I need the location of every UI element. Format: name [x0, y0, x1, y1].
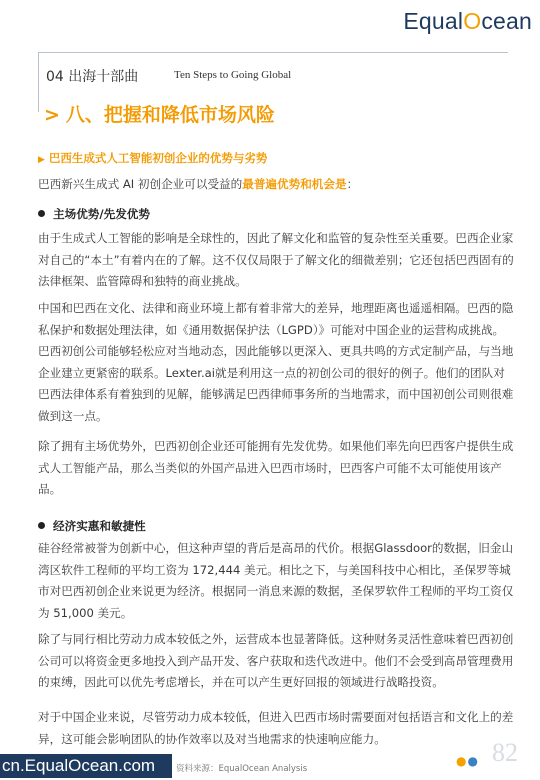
triangle-right-icon: ▶ [38, 155, 45, 165]
body-paragraph: 除了与同行相比劳动力成本较低之外，运营成本也显著降低。这种财务灵活性意味着巴西初创公司可以将资金更多地投入到产品开发、客户获取和迭代改进中。他们不会受到高昂管理费用的束缚，因此可以优先考虑增长，并在可以产生更好回报的领域进行战略投资。 [38, 632, 514, 689]
brand-logo [403, 8, 532, 35]
point-heading [38, 206, 150, 222]
brand-name-part: cean [481, 8, 532, 34]
intro-paragraph [38, 174, 514, 196]
body-paragraph: 中国和巴西在文化、法律和商业环境上都有着非常大的差异，地理距离也遥遥相隔。巴西的隐私保护和数据处理法律，如《通用数据保护法（LGPD）》可能对中国企业的运营构成挑战。巴西初创公司能够轻松应对当地动态，因此能够以更深入、更具共鸣的方式定制产品，与当地企业建立更紧密的联系。Lexter.ai就是利用这一点的初创公司的很好的例子。他们的团队对巴西法律体系有着独到的见解，能够满足巴西律师事务所的当地需求，而中国初创公司则很难做到这一点。 [38, 301, 514, 423]
subsection-title-text: 巴西生成式人工智能初创企业的优势与劣势 [48, 151, 268, 165]
bullet-dot-icon [38, 522, 45, 529]
intro-text: 巴西新兴生成式 AI 初创企业可以受益的 [38, 177, 243, 191]
footer-source: 资料来源：EqualOcean Analysis [176, 764, 308, 774]
chevron-right-icon: > [44, 104, 60, 126]
section-title [44, 100, 275, 127]
brand-name-part: Equal [403, 8, 464, 34]
page-number: 82 [492, 738, 518, 767]
body-paragraph: 对于中国企业来说，尽管劳动力成本较低，但进入巴西市场时需要面对包括语言和文化上的差异，这可能会影响团队的协作效率以及对当地需求的快速响应能力。 [38, 710, 514, 746]
bullet-dot-icon [38, 210, 45, 217]
point-heading [38, 518, 146, 534]
brand-o-mark: O [463, 8, 482, 34]
point-heading-text: 主场优势/先发优势 [53, 207, 150, 221]
body-paragraph: 由于生成式人工智能的影响是全球性的，因此了解文化和监管的复杂性至关重要。巴西企业家对自己的“本土”有着内在的了解。这不仅仅局限于了解文化的细微差别；它还包括巴西固有的法律框架、监管障碍和独特的商业挑战。 [38, 231, 514, 288]
header-vertical-rule [38, 52, 39, 112]
point-heading-text: 经济实惠和敏捷性 [53, 519, 146, 533]
footer-dots-icon: ●● [456, 754, 479, 768]
chapter-title-en: Ten Steps to Going Global [174, 69, 292, 81]
intro-tail: ： [346, 177, 359, 191]
footer-website-link[interactable]: cn.EqualOcean.com [0, 754, 172, 778]
intro-highlight: 最普遍优势和机会是 [242, 177, 347, 191]
chapter-title: 04 出海十部曲 [46, 69, 139, 85]
header-divider [38, 52, 508, 53]
body-paragraph: 除了拥有主场优势外，巴西初创企业还可能拥有先发优势。如果他们率先向巴西客户提供生成式人工智能产品，那么当类似的外国产品进入巴西市场时，巴西客户可能不太可能使用该产品。 [38, 439, 514, 496]
section-title-text: 八、把握和降低市场风险 [65, 104, 275, 126]
subsection-title [38, 150, 267, 166]
body-paragraph: 硅谷经常被誉为创新中心，但这种声望的背后是高昂的代价。根据Glassdoor的数据，旧金山湾区软件工程师的平均工资为 172,444 美元。相比之下，与美国科技中心相比，圣保罗等城市对巴西初创企业来说更为经济。根据同一消息来源的数据，圣保罗软件工程师的平均工资仅为 51,000 美元。 [38, 541, 514, 620]
